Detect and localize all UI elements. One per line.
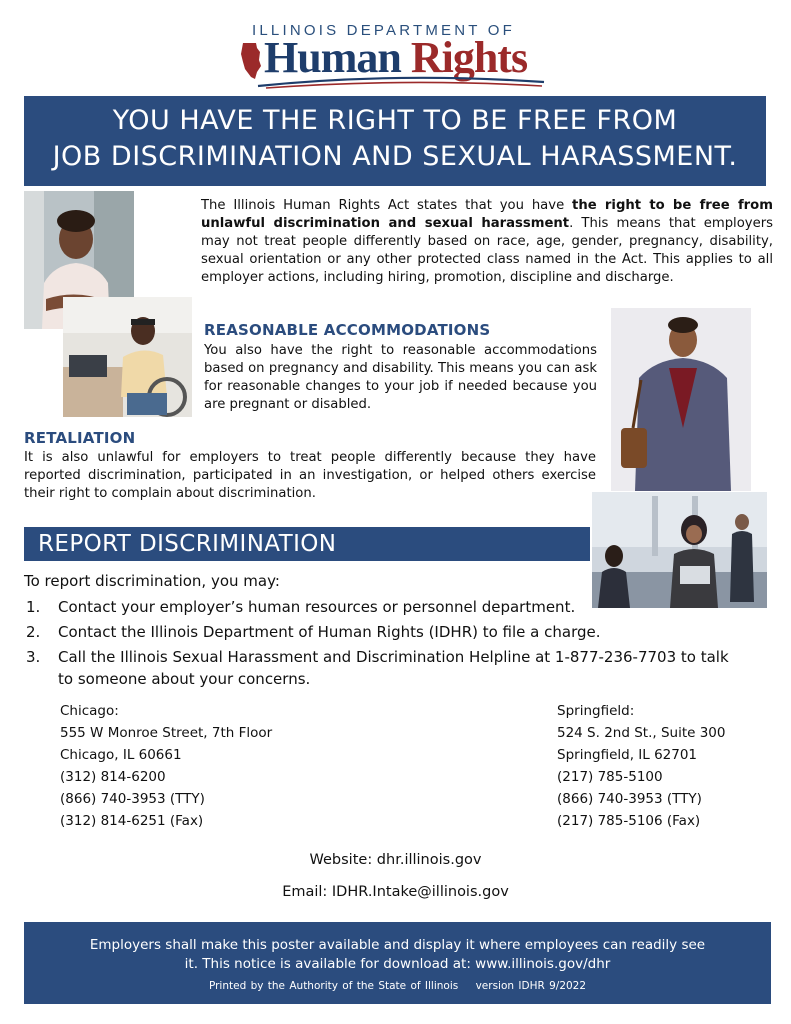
- logo-swoosh-icon: [256, 74, 546, 90]
- intro-paragraph: [201, 197, 773, 287]
- email-line: Email: IDHR.Intake@illinois.gov: [282, 884, 509, 900]
- chicago-address: 555 W Monroe Street, 7th Floor: [60, 725, 273, 741]
- footer-notice: [24, 936, 771, 974]
- footer-banner: [24, 922, 771, 1004]
- step-text: Contact your employer’s human resources or personnel department.: [58, 598, 576, 616]
- step-text: Call the Illinois Sexual Harassment and Discrimination Helpline at 1-877-236-7703 to talk to someone about your concerns.: [58, 648, 729, 688]
- chicago-fax: (312) 814-6251 (Fax): [60, 813, 204, 829]
- intro-text-before: The Illinois Human Rights Act states that you have: [201, 198, 573, 213]
- report-step: [24, 596, 744, 618]
- report-intro: To report discrimination, you may:: [24, 572, 280, 590]
- springfield-phone: (217) 785-5100: [557, 769, 663, 785]
- intro-text-bold: the right to be free from unlawful discrimination and sexual harassment: [201, 198, 773, 231]
- footer-line-2: it. This notice is available for download at: www.illinois.gov/dhr: [184, 956, 611, 972]
- chicago-phone: (312) 814-6200: [60, 769, 166, 785]
- title-line-2: JOB DISCRIMINATION AND SEXUAL HARASSMENT.: [52, 141, 738, 172]
- springfield-address: 524 S. 2nd St., Suite 300: [557, 725, 726, 741]
- logo-name-human: Human: [264, 33, 411, 82]
- title-line-1: YOU HAVE THE RIGHT TO BE FREE FROM: [112, 105, 678, 136]
- report-discrimination-banner: REPORT DISCRIMINATION: [24, 527, 590, 561]
- step-number: 1.: [26, 598, 41, 616]
- report-step: [24, 646, 744, 690]
- intro-text-after: . This means that employers may not treat people differently based on race, age, gender, pregnancy, disability, sexual orientation or any other protected class named in the Act. This applies to all employer actions, including hiring, promotion, discipline and discharge.: [201, 216, 774, 285]
- photo-office-team: [592, 492, 767, 608]
- springfield-city: Springfield:: [557, 703, 635, 719]
- accommodations-heading: REASONABLE ACCOMMODATIONS: [204, 321, 491, 339]
- chicago-tty: (866) 740-3953 (TTY): [60, 791, 205, 807]
- idhr-logo: [236, 18, 556, 90]
- photo-man-with-bag: [611, 308, 751, 491]
- accommodations-paragraph: You also have the right to reasonable accommodations based on pregnancy and disability. This means you can ask for reasonable changes to your job if needed because you are pregnant or disabled.: [204, 343, 597, 412]
- step-number: 2.: [26, 623, 41, 641]
- step-number: 3.: [26, 648, 41, 666]
- report-steps-list: [24, 596, 744, 693]
- chicago-office: [60, 700, 272, 832]
- footer-line-1: Employers shall make this poster available and display it where employees can readily see: [89, 937, 706, 953]
- report-step: [24, 621, 744, 643]
- springfield-fax: (217) 785-5106 (Fax): [557, 813, 701, 829]
- website-line: Website: dhr.illinois.gov: [309, 852, 482, 868]
- chicago-citystate: Chicago, IL 60661: [60, 747, 182, 763]
- logo-name-rights: Rights: [410, 33, 528, 82]
- step-text: Contact the Illinois Department of Human Rights (IDHR) to file a charge.: [58, 623, 601, 641]
- footer-printed-by: [24, 980, 771, 992]
- retaliation-paragraph: It is also unlawful for employers to treat people differently because they have reported discrimination, participated in an investigation, or helped others exercise their right to complain about discrimination.: [24, 450, 596, 501]
- footer-version: version IDHR 9/2022: [475, 980, 587, 992]
- photo-man-wheelchair-laptop: [63, 297, 192, 417]
- title-banner: [24, 96, 766, 186]
- springfield-tty: (866) 740-3953 (TTY): [557, 791, 702, 807]
- chicago-city: Chicago:: [60, 703, 119, 719]
- footer-printed: Printed by the Authority of the State of Illinois: [208, 980, 459, 992]
- logo-department-text: ILLINOIS DEPARTMENT OF: [252, 22, 515, 39]
- springfield-office: [557, 700, 726, 832]
- springfield-citystate: Springfield, IL 62701: [557, 747, 698, 763]
- retaliation-heading: RETALIATION: [24, 429, 136, 447]
